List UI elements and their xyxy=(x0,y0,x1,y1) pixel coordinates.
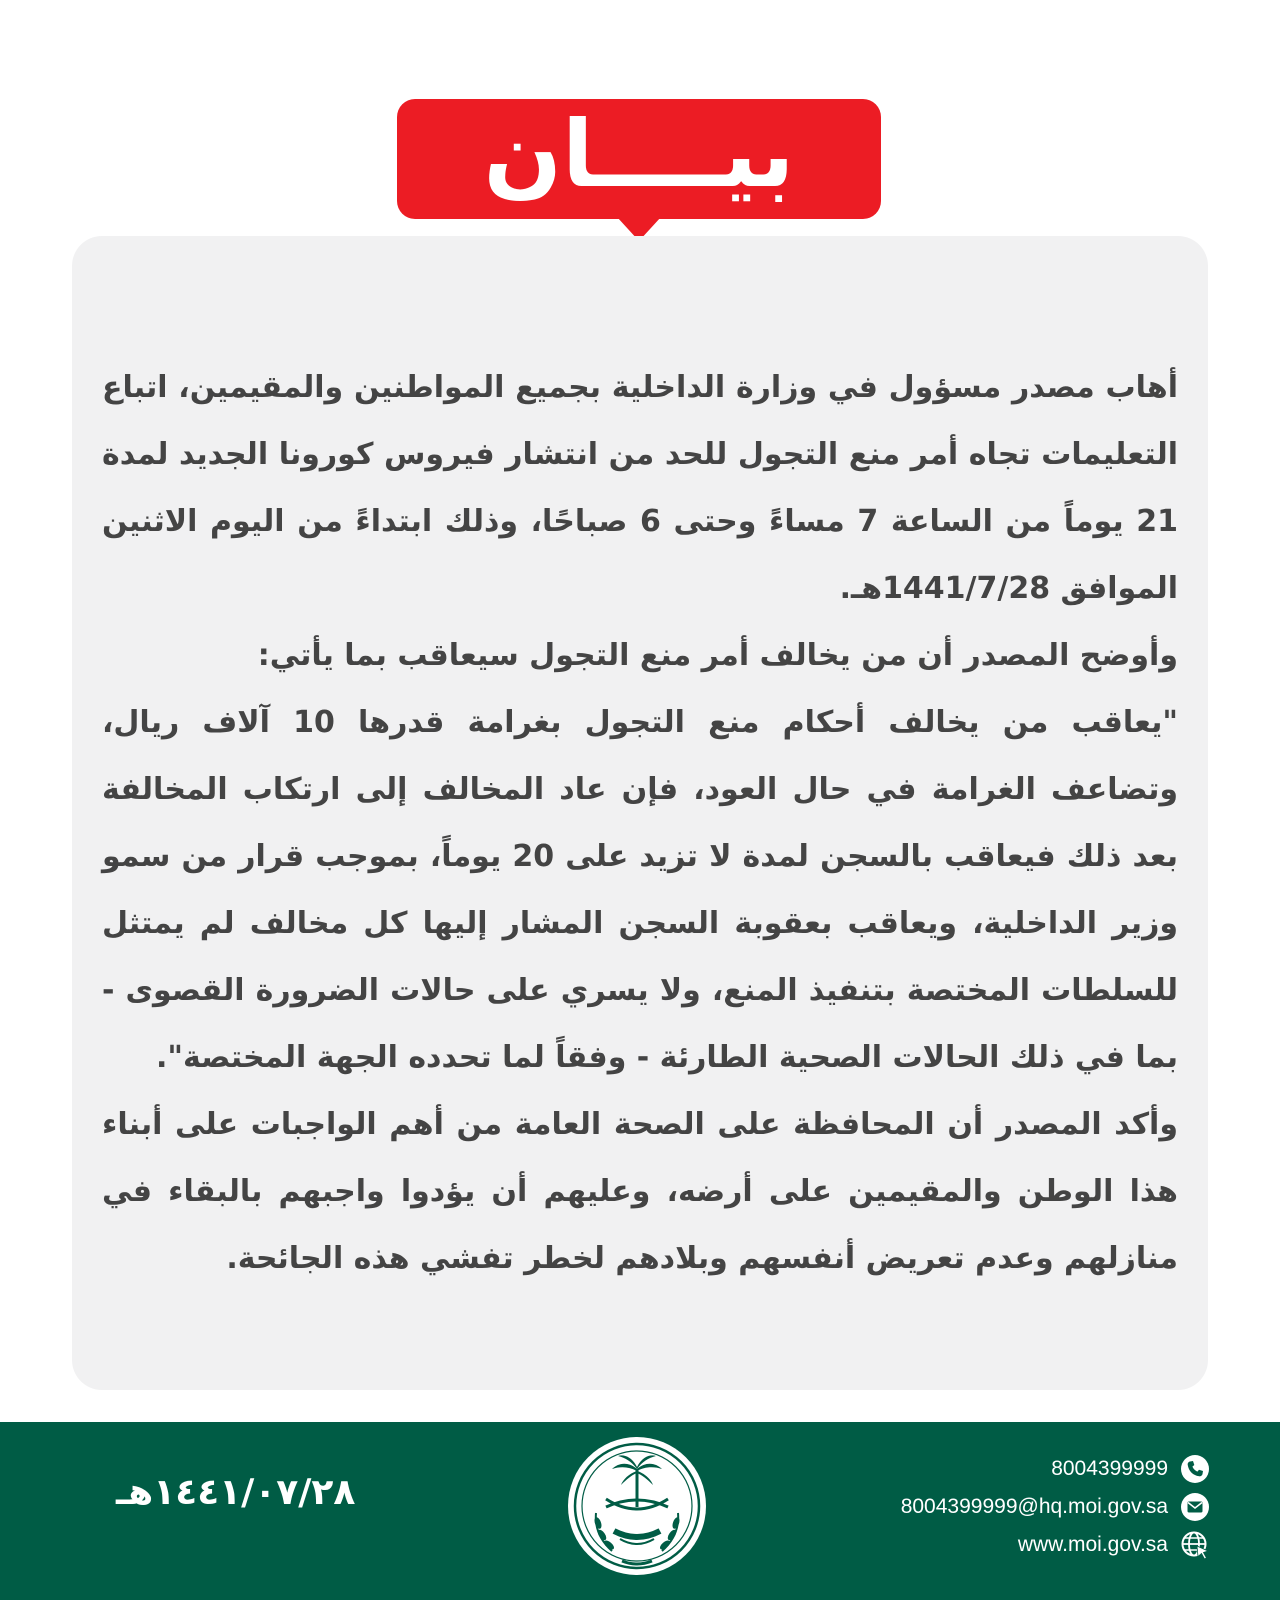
statement-banner xyxy=(397,99,881,219)
statement-paragraph-4: وأكد المصدر أن المحافظة على الصحة العامة من أهم الواجبات على أبناء هذا الوطن والمقيمين على أرضه، وعليهم أن يؤدوا واجبهم بالبقاء في منازلهم وعدم تعريض أنفسهم وبلادهم لخطر تفشي هذه الجائحة. xyxy=(102,1107,1178,1276)
web-icon xyxy=(1180,1530,1210,1560)
statement-body xyxy=(102,354,1178,1292)
contact-email[interactable] xyxy=(790,1488,1210,1525)
statement-paragraph-1: أهاب مصدر مسؤول في وزارة الداخلية بجميع المواطنين والمقيمين، اتباع التعليمات تجاه أمر منع التجول للحد من انتشار فيروس كورونا الجديد لمدة 21 يوماً من الساعة 7 مساءً وحتى 6 صباحًا، وذلك ابتداءً من اليوم الاثنين الموافق 1441/7/28هـ. xyxy=(102,370,1178,606)
contact-info xyxy=(790,1450,1210,1564)
footer-date: ١٤٤١/٠٧/٢٨هـ xyxy=(116,1472,356,1513)
phone-number[interactable]: 8004399999 xyxy=(1051,1456,1168,1480)
statement-paragraph-2: وأوضح المصدر أن من يخالف أمر منع التجول سيعاقب بما يأتي: xyxy=(257,638,1178,673)
website-url[interactable]: www.moi.gov.sa xyxy=(1017,1532,1168,1556)
contact-phone[interactable] xyxy=(790,1450,1210,1487)
ministry-emblem-icon xyxy=(566,1435,708,1577)
statement-content-box xyxy=(72,236,1208,1390)
phone-icon xyxy=(1180,1454,1210,1484)
email-icon xyxy=(1180,1492,1210,1522)
contact-website[interactable] xyxy=(790,1526,1210,1563)
email-address[interactable]: 8004399999@hq.moi.gov.sa xyxy=(900,1494,1168,1518)
statement-title: بيــــان xyxy=(483,101,795,208)
statement-paragraph-3: "يعاقب من يخالف أحكام منع التجول بغرامة قدرها 10 آلاف ريال، وتضاعف الغرامة في حال العود، فإن عاد المخالف إلى ارتكاب المخالفة بعد ذلك فيعاقب بالسجن لمدة لا تزيد على 20 يوماً، بموجب قرار من سمو وزير الداخلية، ويعاقب بعقوبة السجن المشار إليها كل مخالف لم يمتثل للسلطات المختصة بتنفيذ المنع، ولا يسري على حالات الضرورة القصوى - بما في ذلك الحالات الصحية الطارئة - وفقاً لما تحدده الجهة المختصة". xyxy=(102,705,1178,1075)
footer xyxy=(0,1422,1280,1600)
